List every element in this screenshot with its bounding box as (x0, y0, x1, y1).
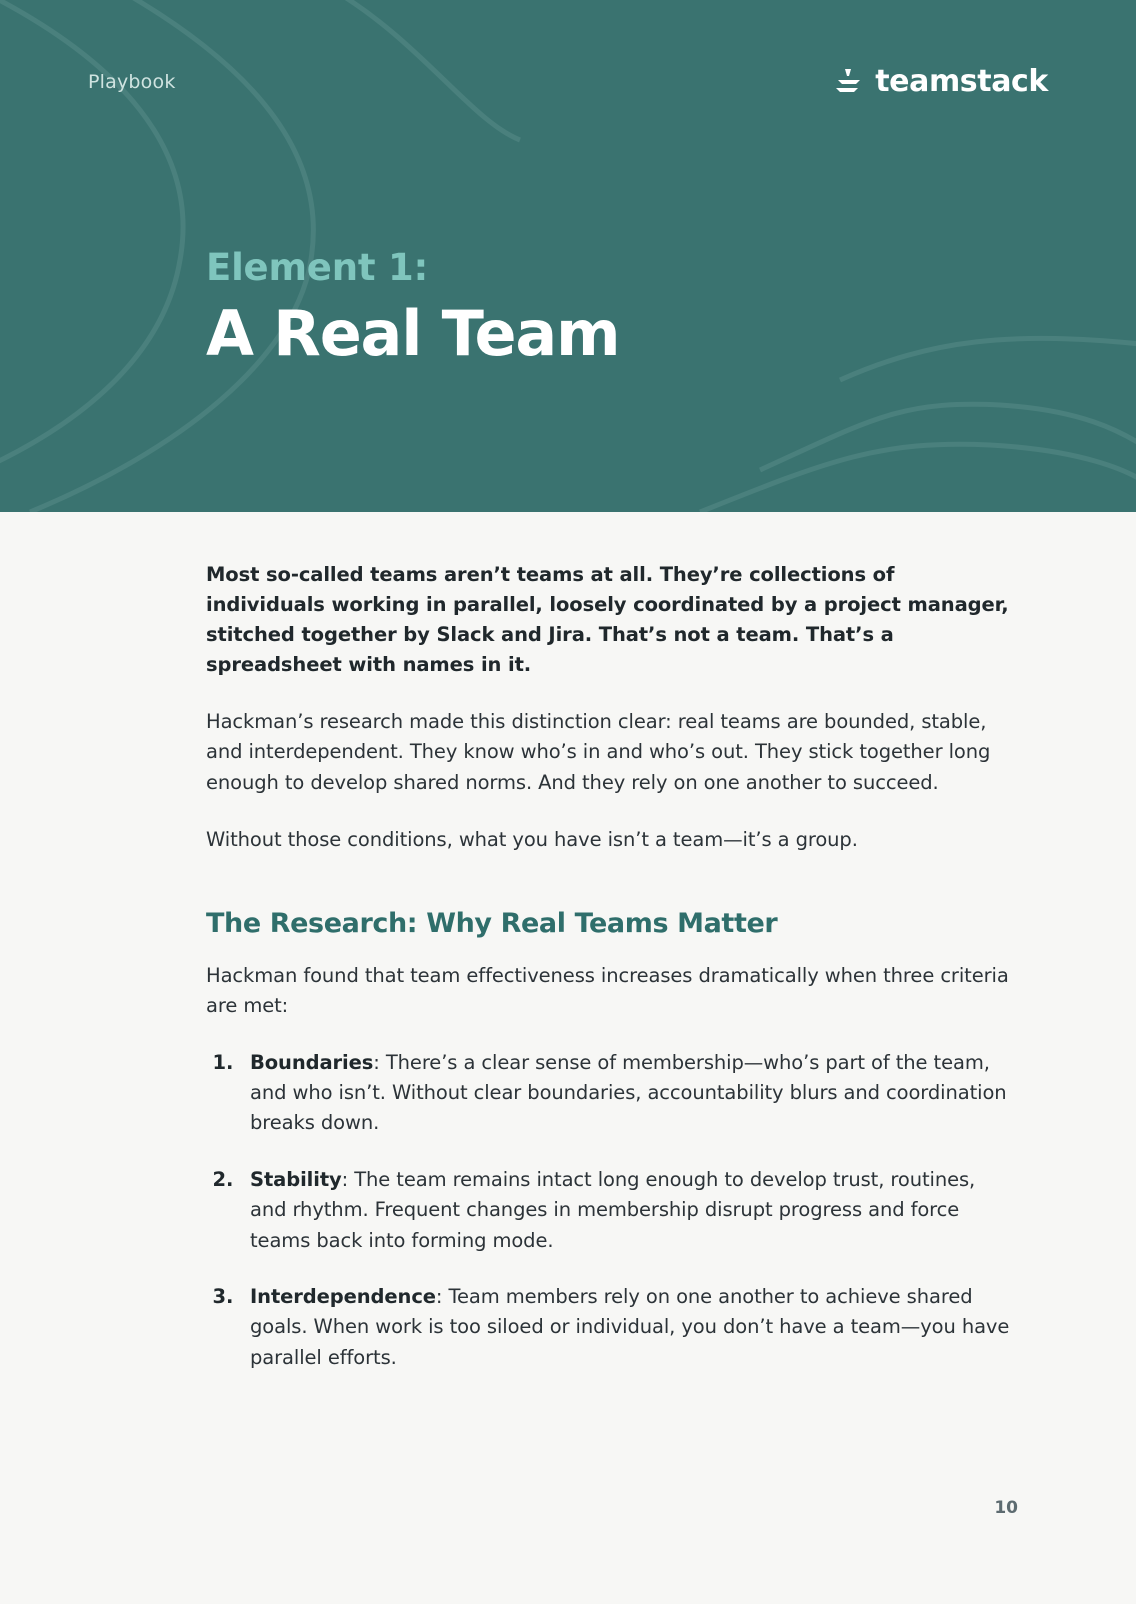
teamstack-logo-icon (832, 66, 862, 98)
page-content (0, 512, 1136, 1399)
list-item (240, 1165, 1016, 1256)
criteria-text: : There’s a clear sense of membership—who’s part of the team, and who isn’t. Without clear boundaries, accountability blurs and coordination breaks down. (250, 1050, 1007, 1135)
brand-name: teamstack (875, 64, 1048, 99)
brand-logo (832, 64, 1048, 99)
lead-paragraph: Most so-called teams aren’t teams at all. They’re collections of individuals working in parallel, loosely coordinated by a project manager, stitched together by Slack and Jira. That’s not a team. That’s a spreadsheet with names in it. (206, 563, 1009, 677)
criteria-term: Stability (250, 1167, 342, 1191)
section-heading: The Research: Why Real Teams Matter (206, 907, 778, 939)
criteria-term: Boundaries (250, 1050, 374, 1074)
section-intro: Hackman found that team effectiveness increases dramatically when three criteria are met: (206, 963, 1009, 1018)
element-label: Element 1: (206, 246, 429, 289)
document-kicker: Playbook (88, 70, 176, 93)
criteria-list (206, 1048, 1016, 1374)
page-header-band (0, 0, 1136, 512)
criteria-text: : Team members rely on one another to achieve shared goals. When work is too siloed or individual, you don’t have a team—you have parallel efforts. (250, 1284, 1010, 1369)
body-paragraph-2: Without those conditions, what you have isn’t a team—it’s a group. (206, 828, 858, 852)
page-number: 10 (994, 1498, 1018, 1518)
criteria-text: : The team remains intact long enough to develop trust, routines, and rhythm. Frequent changes in membership disrupt progress and force teams back into forming mode. (250, 1167, 976, 1252)
list-item (240, 1048, 1016, 1139)
page-title: A Real Team (206, 296, 620, 370)
list-item (240, 1282, 1016, 1373)
hero-title-block (206, 248, 619, 368)
criteria-term: Interdependence (250, 1284, 436, 1308)
body-paragraph-1: Hackman’s research made this distinction clear: real teams are bounded, stable, and interdependent. They know who’s in and who’s out. They stick together long enough to develop shared norms. And they rely on one another to succeed. (206, 710, 991, 794)
header-bar (88, 64, 1048, 99)
